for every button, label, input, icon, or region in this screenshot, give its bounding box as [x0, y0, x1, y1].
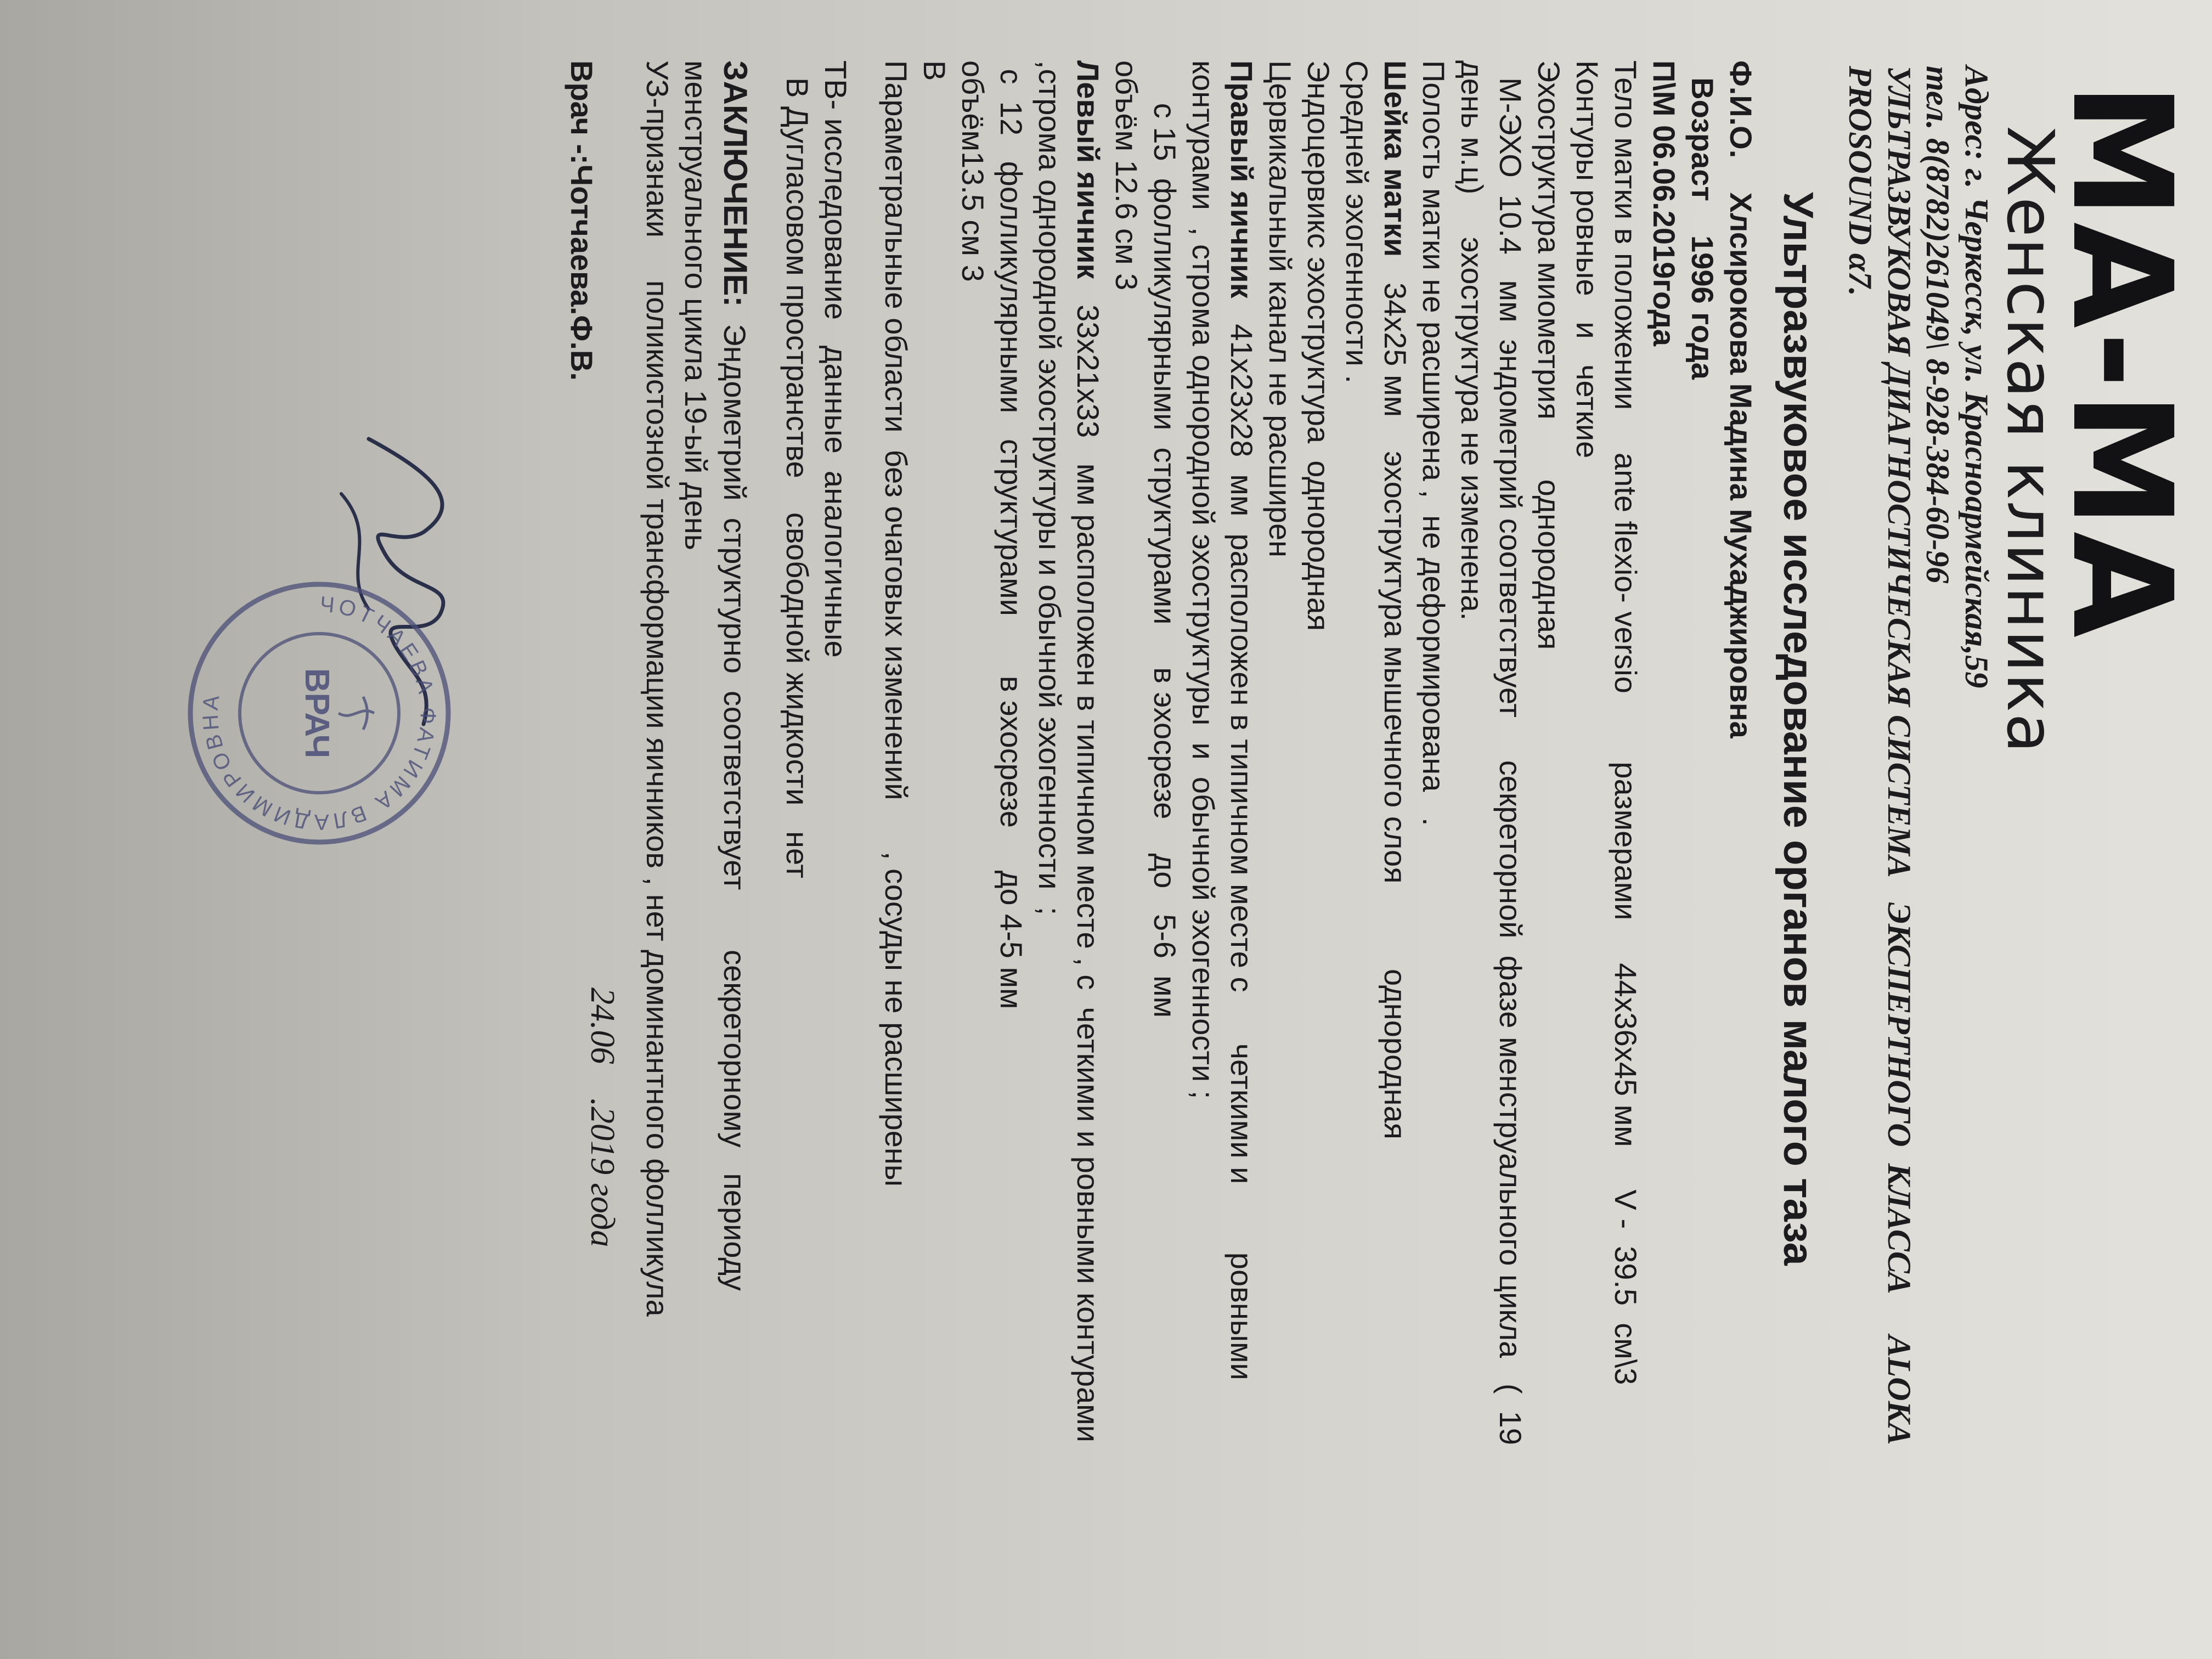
- lmp-date: 06.06.2019года: [1646, 125, 1681, 347]
- cervix-line: Средней эхогенности .: [1339, 60, 1374, 383]
- uterus-line: М-ЭХО 10.4 мм эндометрий соответствует секреторной фазе менструального цикла ( 19: [1493, 60, 1528, 1446]
- tv-line: ТВ- исследование данные аналогичные: [818, 60, 853, 658]
- patient-age-row: [1683, 60, 1722, 1599]
- patient-name-row: [1722, 60, 1760, 1599]
- report-title: Ультразвуковое исследование органов малого таза: [1774, 192, 1821, 1266]
- clinic-logo: МА-МА: [2042, 82, 2202, 641]
- cervix-line: Цервикальный канал не расширен: [1262, 60, 1297, 558]
- uterus-line: день м.ц) эхоструктура не изменена.: [1454, 60, 1489, 621]
- right-ovary-text: 41х23х28 мм расположен в типичном месте с четкими и ровными: [1224, 298, 1259, 1380]
- clinic-address: Адрес: г. Черкесск, ул. Красноармейская,59: [1959, 66, 1995, 689]
- conclusion-line: УЗ-признаки поликистозной трансформации яичников , нет доминантного фолликула: [640, 60, 675, 1317]
- doctor-name: Врач -:Чотчаева.Ф.В.: [564, 60, 599, 381]
- uterus-line: Тело матки в положении ante flexio- versio размерами 44х36х45 мм V - 39.5 см\3: [1608, 60, 1643, 1385]
- cervix-text: 34х25 мм эхоструктура мышечного слоя однородная: [1378, 257, 1413, 1139]
- left-ovary-line: объём13.5 см 3: [955, 60, 990, 282]
- parametria-line: Параметральные области без очаговых изменений , сосуды не расширены: [878, 60, 913, 1187]
- caduceus-icon: [338, 697, 374, 730]
- patient-age: 1996 года: [1685, 235, 1720, 380]
- lmp-row: [1645, 60, 1683, 1599]
- left-ovary-row: [1069, 60, 1107, 1599]
- signature-row: [564, 60, 621, 1599]
- equipment-line-2: PROSOUND α7.: [1842, 66, 1878, 296]
- left-ovary-line: ,строма однородной эхоструктуры и обычной эхогенности ;: [1032, 60, 1067, 916]
- stamp-center-text: ВРАЧ: [298, 668, 336, 759]
- conclusion-line: менструального цикла 19-ый день: [678, 60, 713, 550]
- right-ovary-line: объём 12.6 см 3: [1109, 60, 1144, 291]
- conclusion-row: [715, 60, 756, 1599]
- report-date: 24.06 .2019 года: [583, 988, 621, 1248]
- lmp-label: П\М: [1646, 60, 1681, 117]
- left-ovary-label: Левый яичник: [1070, 60, 1105, 279]
- left-ovary-line: с 12 фолликулярными структурами в эхосрезе до 4-5 мм: [994, 60, 1029, 1009]
- equipment-line-1: УЛЬТРАЗВУКОВАЯ ДИАГНОСТИЧЕСКАЯ СИСТЕМА ЭКСПЕРТНОГО КЛАССА ALOKA: [1881, 66, 1917, 1445]
- left-ovary-line: В: [917, 60, 952, 81]
- fio-label: Ф.И.О.: [1723, 60, 1758, 159]
- left-ovary-text: 33х21х33 мм расположен в типичном месте , с четкими и ровными контурами: [1070, 279, 1105, 1443]
- right-ovary-line: с 15 фолликулярными структурами в эхосрезе до 5-6 мм: [1147, 60, 1182, 1018]
- stamp-outer-text: ЧОТЧАЕВА ФАТИМА ВЛАДИМИРОВНА: [198, 592, 441, 834]
- uterus-line: Эхоструктура миометрия однородная: [1531, 60, 1566, 650]
- clinic-name: Женская клиника: [1993, 126, 2068, 754]
- tv-line: В Дугласовом пространстве свободной жидкости нет: [780, 60, 815, 878]
- right-ovary-row: [1222, 60, 1261, 1599]
- patient-name: Хлсирокова Мадина Мухаджировна: [1723, 192, 1758, 738]
- age-label: Возраст: [1685, 77, 1720, 201]
- right-ovary-label: Правый яичник: [1224, 60, 1259, 298]
- cervix-row: [1376, 60, 1414, 1599]
- uterus-line: Контуры ровные и четкие: [1570, 60, 1605, 459]
- clinic-phone: тел. 8(8782)261049\ 8-928-384-60-96: [1920, 66, 1956, 584]
- conclusion-text: Эндометрий структурно соответствует секреторному периоду: [717, 307, 752, 1291]
- cervix-label: Шейка матки: [1378, 60, 1413, 257]
- uterus-line: Полость матки не расширена , не деформирована .: [1416, 60, 1451, 826]
- right-ovary-line: контурами , строма однородной эхоструктуры и обычной эхогенности ;: [1186, 60, 1221, 1099]
- conclusion-label: ЗАКЛЮЧЕНИЕ:: [716, 60, 754, 307]
- cervix-line: Эндоцервикс эхоструктура однородная: [1301, 60, 1336, 631]
- doctor-stamp: [182, 576, 456, 850]
